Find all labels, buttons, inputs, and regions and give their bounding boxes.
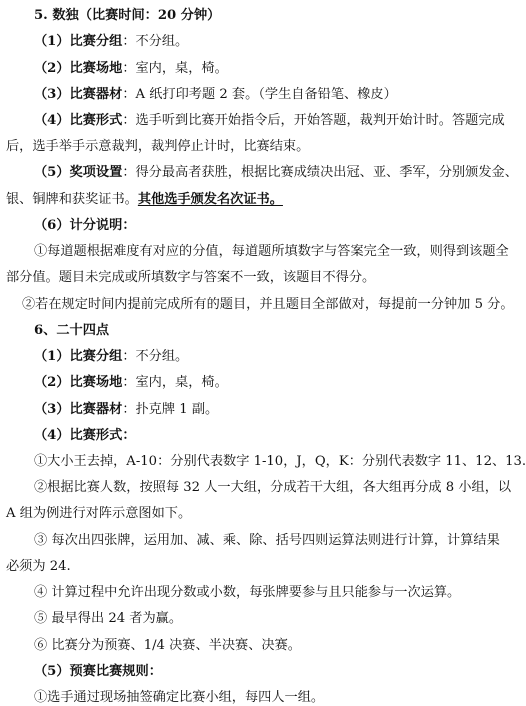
s6-format-colon: ：: [122, 427, 136, 443]
s5-equipment-value: ：A 纸打印考题 2 套。（学生自备铅笔、橡皮）: [122, 86, 397, 102]
s5-scoring-rule-2: ②若在规定时间内提前完成所有的题目，并且题目全部做对，每提前一分钟加 5 分。: [22, 296, 514, 312]
s5-equipment-line: [34, 87, 504, 103]
s6-venue-line: [34, 375, 504, 391]
s5-scoring-colon: ：: [122, 217, 136, 233]
s5-scoring-line: [34, 218, 504, 234]
s5-equipment-label: （3）比赛器材: [34, 86, 123, 102]
s5-scoring-label: （6）计分说明: [34, 217, 123, 233]
s5-awards-note: 其他选手颁发名次证书。: [137, 191, 283, 207]
s5-awards-value-2: 银、铜牌和获奖证书。: [6, 191, 138, 207]
s6-prelim-label: （5）预赛比赛规则: [34, 663, 149, 679]
s5-venue-value: ：室内，桌，椅。: [122, 60, 228, 76]
s5-group-line: [34, 34, 504, 50]
s5-format-label: （4）比赛形式: [34, 112, 123, 128]
s6-format-line: [34, 428, 504, 444]
section-6-heading: 6、二十四点: [34, 322, 110, 338]
s6-rule-4: ④ 计算过程中允许出现分数或小数，每张牌要参与且只能参与一次运算。: [34, 585, 461, 601]
s6-rule-2b: A 组为例进行对阵示意图如下。: [6, 506, 192, 522]
s6-format-label: （4）比赛形式: [34, 427, 123, 443]
s5-format-value-1: ：选手听到比赛开始指令后，开始答题，裁判开始计时。答题完成: [122, 112, 505, 128]
s5-awards-line-2: [6, 192, 476, 208]
s6-rule-5: ⑤ 最早得出 24 者为赢。: [34, 611, 183, 627]
s6-prelim-rule-1: ①选手通过现场抽签确定比赛小组，每四人一组。: [34, 690, 325, 705]
s5-scoring-rule-1b: 部分值。题目未完成或所填数字与答案不一致，该题目不得分。: [6, 270, 376, 286]
s6-venue-value: ：室内，桌，椅。: [122, 375, 228, 391]
s6-equipment-label: （3）比赛器材: [34, 401, 123, 417]
s6-venue-label: （2）比赛场地: [34, 375, 123, 391]
s5-venue-label: （2）比赛场地: [34, 60, 123, 76]
s5-format-line: [34, 113, 504, 129]
s6-rule-2a: ②根据比赛人数，按照每 32 人一大组，分成若干大组，各大组再分成 8 小组，以: [34, 480, 512, 496]
s6-rule-3a: ③ 每次出四张牌，运用加、减、乘、除、括号四则运算法则进行计算，计算结果: [34, 532, 500, 548]
s6-prelim-line: [34, 664, 504, 680]
s5-awards-value-1: ：得分最高者获胜，根据比赛成绩决出冠、亚、季军，分别颁发金、: [122, 165, 518, 181]
s5-awards-line: [34, 165, 518, 181]
s6-rule-6: ⑥ 比赛分为预赛、1/4 决赛、半决赛、决赛。: [34, 637, 301, 653]
section-5-heading: 5. 数独（比赛时间：20 分钟）: [34, 8, 221, 23]
s5-venue-line: [34, 61, 504, 77]
s6-equipment-value: ：扑克牌 1 副。: [122, 401, 219, 417]
s6-rule-3b: 必须为 24.: [6, 558, 71, 574]
s5-awards-label: （5）奖项设置: [34, 165, 123, 181]
s6-group-line: [34, 349, 504, 365]
s6-rule-1: ①大小王去掉，A-10：分别代表数字 1-10，J，Q，K：分别代表数字 11、12、13.: [34, 453, 526, 469]
s6-prelim-colon: ：: [148, 663, 162, 679]
s6-equipment-line: [34, 402, 504, 418]
s5-scoring-rule-1a: ①每道题根据难度有对应的分值，每道题所填数字与答案完全一致，则得到该题全: [34, 244, 509, 260]
s5-group-label: （1）比赛分组: [34, 34, 123, 50]
s5-format-value-2: 后，选手举手示意裁判，裁判停止计时，比赛结束。: [6, 139, 310, 155]
s6-group-value: ：不分组。: [122, 349, 189, 364]
s6-group-label: （1）比赛分组: [34, 349, 123, 364]
s5-group-value: ：不分组。: [122, 34, 189, 50]
